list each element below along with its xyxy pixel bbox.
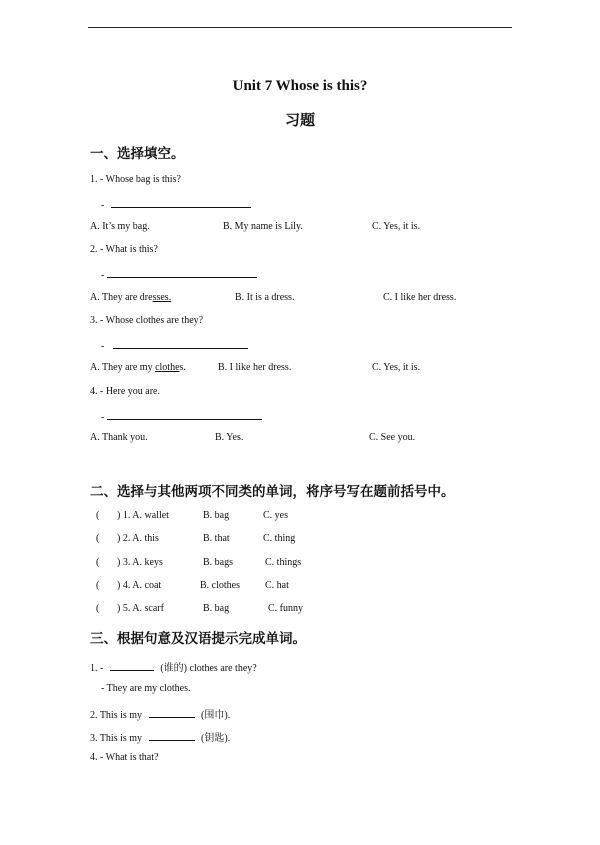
s1-q4-option-a: A. Thank you.	[90, 432, 148, 443]
page-subtitle: 习题	[284, 111, 315, 129]
s3-q1-hint: (谁的) clothes are they?	[160, 663, 257, 674]
s2-item4: ) 4. A. coat	[117, 580, 162, 591]
s2-item1-b: B. bag	[203, 510, 230, 521]
s1-q2-answer-line	[101, 267, 257, 281]
s2-item5: ) 5. A. scarf	[117, 603, 164, 614]
option-a-text: A. They are dre	[90, 292, 153, 303]
s2-item4-open-paren: (	[96, 580, 100, 591]
option-a-text: A. They are my	[90, 362, 156, 373]
s1-q1-option-c: C. Yes, it is.	[372, 221, 421, 232]
s1-q3-option-c: C. Yes, it is.	[372, 362, 421, 373]
s2-item3-b: B. bags	[203, 557, 233, 568]
s1-q3-answer-line	[101, 338, 248, 352]
s1-q4-answer-line	[101, 409, 262, 423]
s1-q3-option-b: B. I like her dress.	[218, 362, 292, 373]
section3-heading: 三、根据句意及汉语提示完成单词。	[90, 631, 306, 647]
s3-q3-hint: (钥匙).	[201, 733, 231, 744]
s2-item2: ) 2. A. this	[117, 533, 159, 544]
s3-q1-number: 1. -	[90, 663, 104, 674]
dash: -	[101, 270, 105, 281]
s1-q1-option-b: B. My name is Lily.	[223, 221, 303, 232]
answer-blank[interactable]	[107, 267, 257, 278]
s1-q1-option-a: A. It’s my bag.	[90, 221, 150, 232]
s2-item3-c: C. things	[265, 557, 302, 568]
s2-item5-open-paren: (	[96, 603, 100, 614]
page-title: Unit 7 Whose is this?	[232, 78, 368, 94]
s2-item5-b: B. bag	[203, 603, 230, 614]
s1-q3-prompt: 3. - Whose clothes are they?	[90, 315, 204, 326]
s3-q1-response: - They are my clothes.	[101, 683, 191, 694]
answer-blank[interactable]	[110, 660, 154, 671]
s2-item4-c: C. hat	[265, 580, 289, 591]
header-rule	[88, 27, 512, 28]
answer-blank[interactable]	[111, 197, 251, 208]
s2-item2-b: B. that	[203, 533, 230, 544]
s2-item5-c: C. funny	[268, 603, 303, 614]
option-a-underlined: sses.	[152, 292, 172, 303]
answer-blank[interactable]	[149, 707, 195, 718]
dash: -	[101, 412, 105, 423]
option-a-underlined: clothe	[155, 362, 180, 373]
s2-item3-open-paren: (	[96, 557, 100, 568]
s2-item1: ) 1. A. wallet	[117, 510, 169, 521]
option-a-suffix: s.	[179, 362, 186, 373]
s2-item4-b: B. clothes	[200, 580, 240, 591]
section1-heading: 一、选择填空。	[90, 146, 185, 162]
s3-q4: 4. - What is that?	[90, 752, 159, 763]
s1-q3-option-a	[90, 362, 186, 373]
s1-q4-option-b: B. Yes.	[215, 432, 244, 443]
s1-q4-option-c: C. See you.	[369, 432, 416, 443]
answer-blank[interactable]	[113, 338, 248, 349]
section2-heading: 二、选择与其他两项不同类的单词，将序号写在题前括号中。	[90, 484, 455, 500]
s1-q2-option-c: C. I like her dress.	[383, 292, 457, 303]
s3-q2	[90, 706, 230, 721]
s3-q1	[90, 659, 257, 674]
s1-q2-option-a	[90, 292, 179, 303]
s1-q2-prompt: 2. - What is this?	[90, 244, 158, 255]
dash: -	[101, 200, 105, 211]
s2-item2-open-paren: (	[96, 533, 100, 544]
s3-q2-hint: (围巾).	[201, 710, 231, 721]
answer-blank[interactable]	[149, 730, 195, 741]
s1-q2-option-b: B. It is a dress.	[235, 292, 295, 303]
s2-item1-c: C. yes	[263, 510, 288, 521]
s3-q3	[90, 729, 230, 744]
s3-q2-text: 2. This is my	[90, 710, 143, 721]
dash: -	[101, 341, 105, 352]
s1-q1-answer-line	[101, 197, 251, 211]
s3-q3-text: 3. This is my	[90, 733, 143, 744]
s1-q1-prompt: 1. - Whose bag is this?	[90, 174, 181, 185]
answer-blank[interactable]	[107, 409, 262, 420]
s2-item1-open-paren: (	[96, 510, 100, 521]
s2-item3: ) 3. A. keys	[117, 557, 163, 568]
s2-item2-c: C. thing	[263, 533, 296, 544]
s1-q4-prompt: 4. - Here you are.	[90, 386, 160, 397]
